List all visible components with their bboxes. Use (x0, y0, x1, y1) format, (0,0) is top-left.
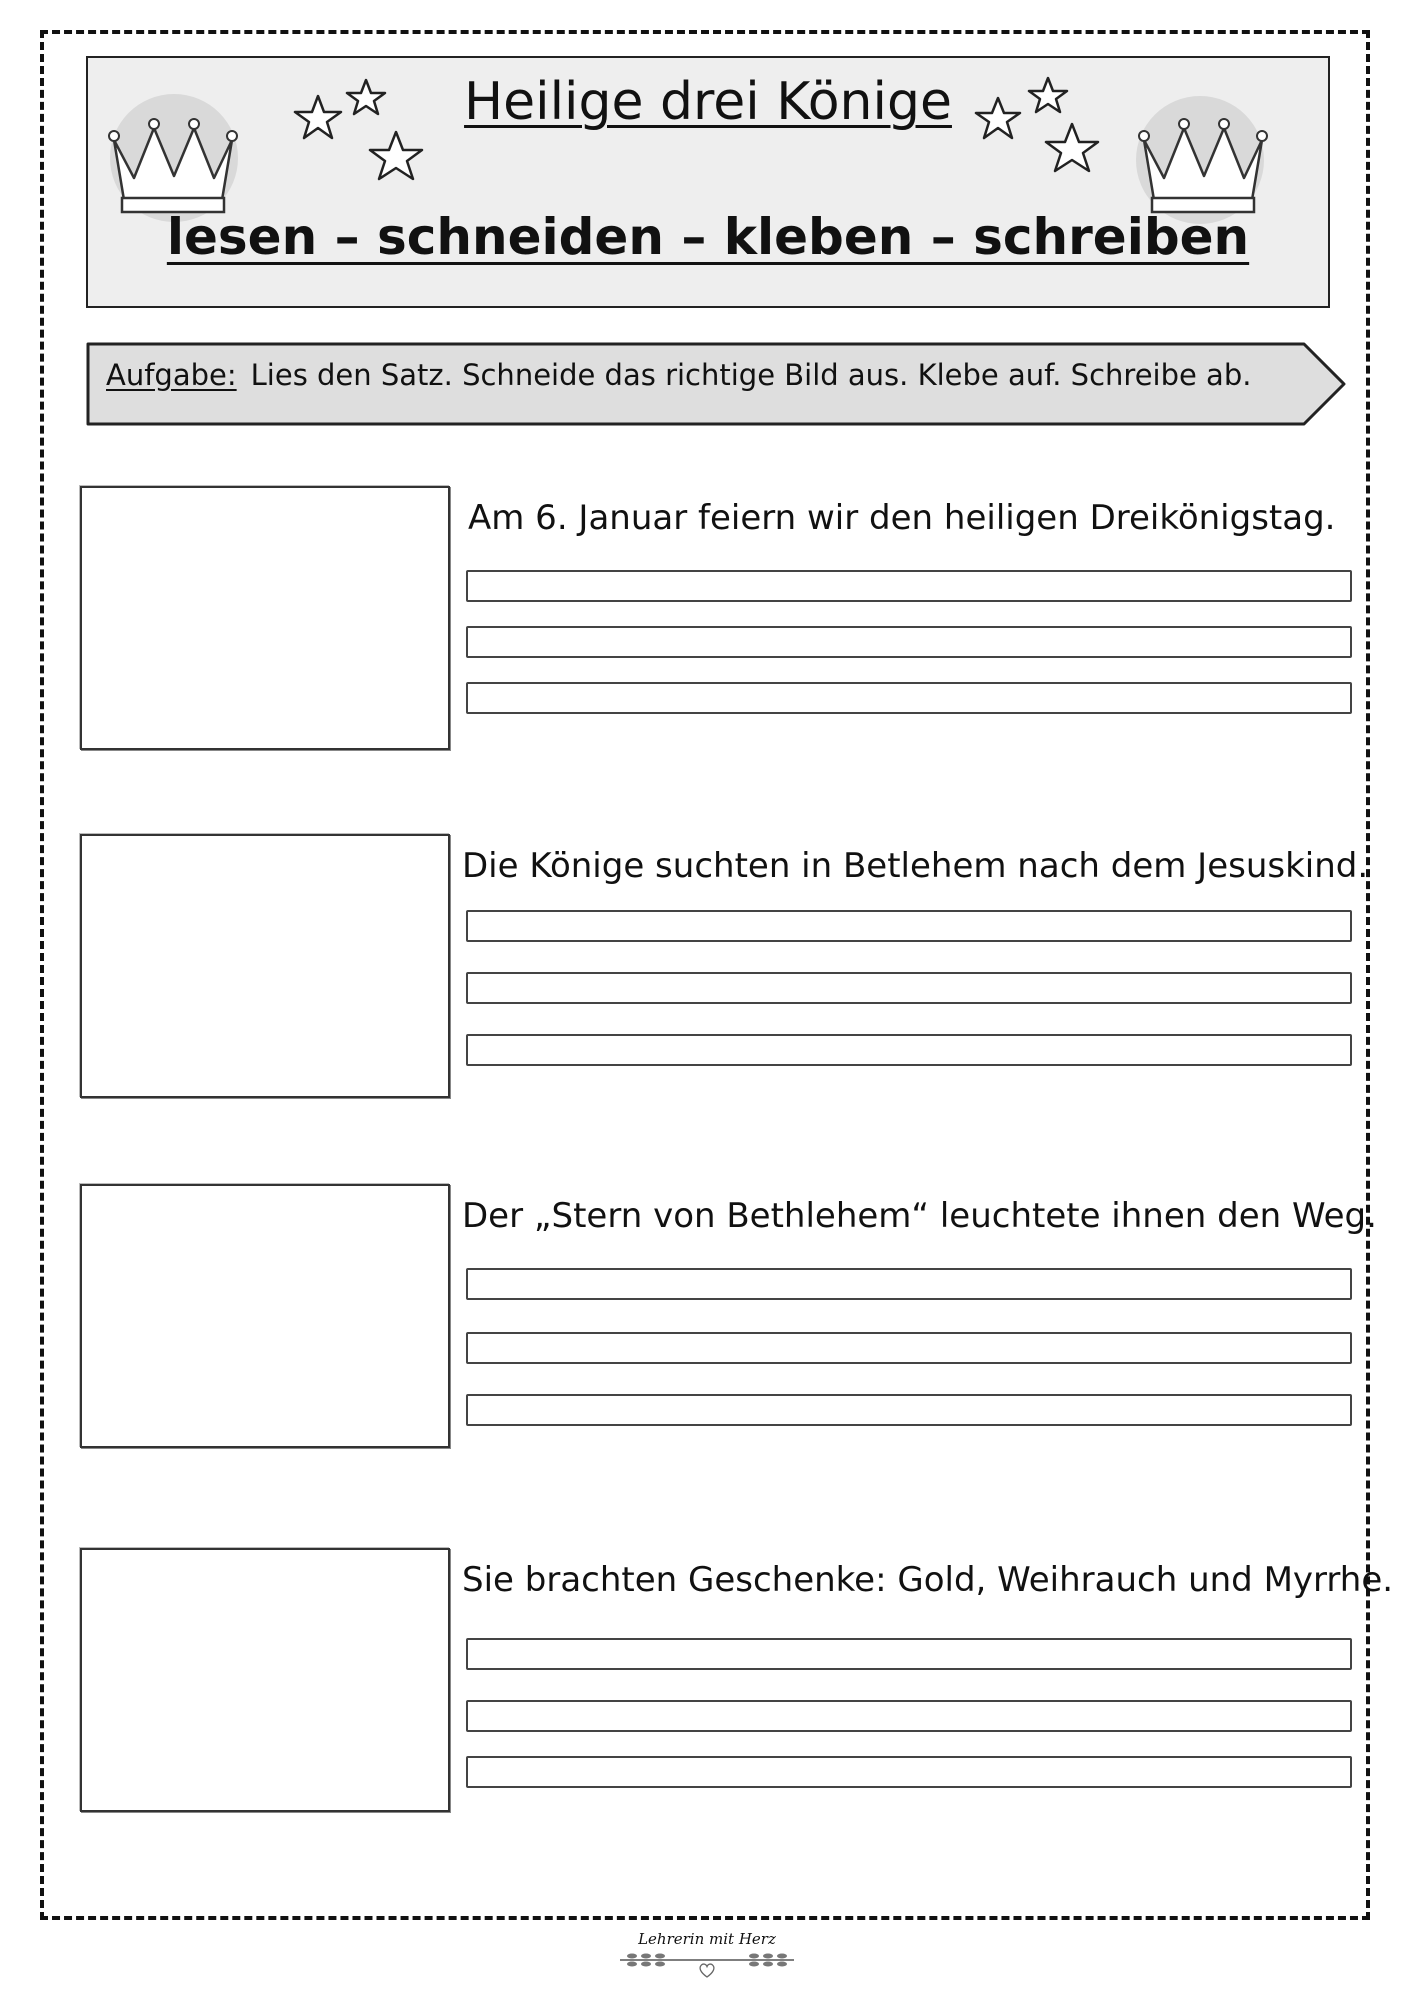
heart-icon (698, 1962, 716, 1978)
writing-line[interactable] (466, 626, 1352, 658)
picture-paste-box[interactable] (80, 1184, 450, 1448)
writing-line[interactable] (466, 570, 1352, 602)
task-text: Lies den Satz. Schneide das richtige Bild aus. Klebe auf. Schreibe ab. (250, 358, 1252, 392)
exercise-1 (80, 486, 1370, 756)
writing-line[interactable] (466, 1034, 1352, 1066)
writing-line[interactable] (466, 1268, 1352, 1300)
task-banner (86, 342, 1348, 426)
crown-icon (1122, 88, 1282, 228)
header-box (86, 56, 1330, 308)
star-icon (968, 70, 1138, 190)
task-label: Aufgabe: (106, 358, 237, 392)
writing-line[interactable] (466, 1638, 1352, 1670)
writing-line[interactable] (466, 1700, 1352, 1732)
writing-line[interactable] (466, 1394, 1352, 1426)
writing-line[interactable] (466, 1756, 1352, 1788)
exercise-2 (80, 834, 1370, 1104)
exercise-4 (80, 1548, 1394, 1818)
page-title: Heilige drei Könige (464, 72, 952, 132)
writing-line[interactable] (466, 972, 1352, 1004)
footer-logo-text: Lehrerin mit Herz (638, 1930, 776, 1948)
task-instruction (106, 358, 1251, 392)
exercise-sentence: Die Könige suchten in Betlehem nach dem Jesuskind. (462, 846, 1369, 886)
page-subtitle: lesen – schneiden – kleben – schreiben (166, 208, 1250, 266)
exercise-3 (80, 1184, 1377, 1454)
picture-paste-box[interactable] (80, 1548, 450, 1812)
picture-paste-box[interactable] (80, 486, 450, 750)
writing-line[interactable] (466, 682, 1352, 714)
exercise-sentence: Der „Stern von Bethlehem“ leuchtete ihnen den Weg. (462, 1196, 1377, 1236)
footer-logo (612, 1928, 802, 1988)
exercise-sentence: Sie brachten Geschenke: Gold, Weihrauch und Myrrhe. (462, 1560, 1394, 1600)
picture-paste-box[interactable] (80, 834, 450, 1098)
exercise-sentence: Am 6. Januar feiern wir den heiligen Dreikönigstag. (468, 498, 1336, 538)
writing-line[interactable] (466, 1332, 1352, 1364)
writing-line[interactable] (466, 910, 1352, 942)
